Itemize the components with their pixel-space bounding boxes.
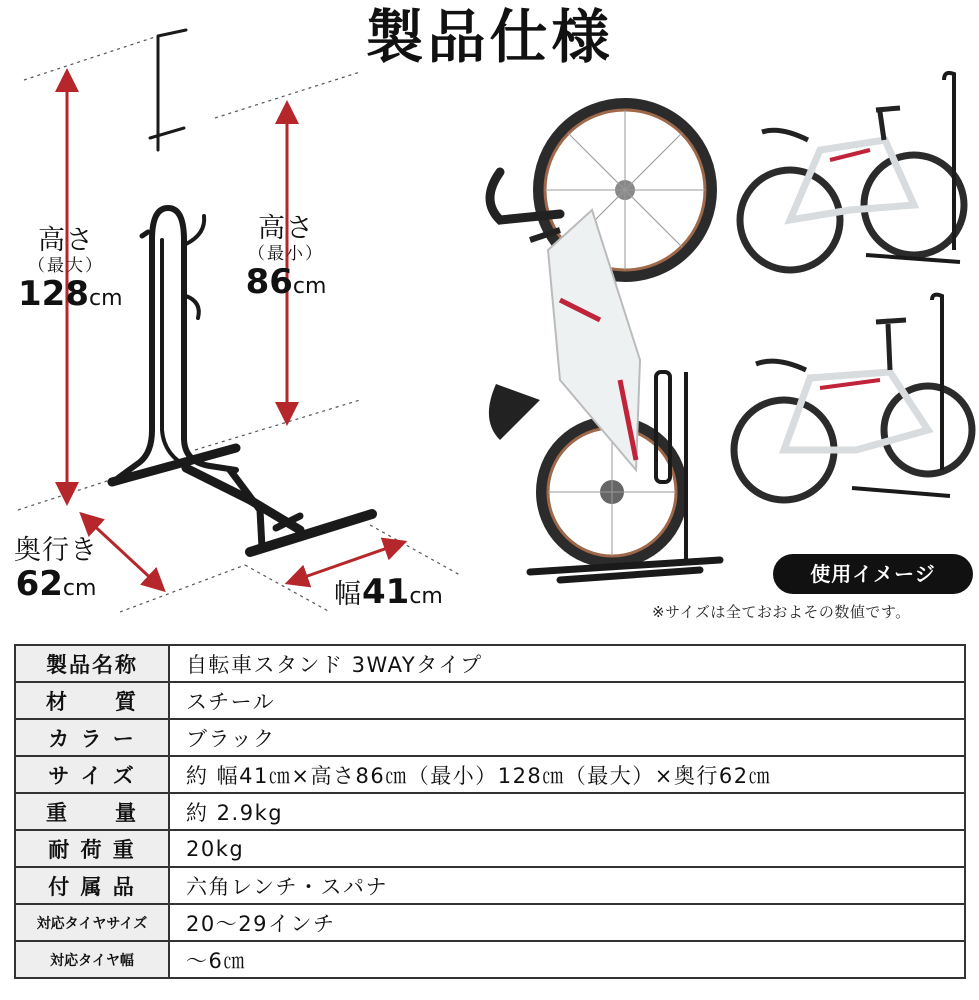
spec-row-product-name [15, 645, 965, 682]
spec-row-color [15, 719, 965, 756]
depth-label [6, 536, 106, 607]
height-min-label [238, 214, 334, 305]
spec-label: サ イ ズ [15, 756, 169, 793]
height-max-text: 高さ [38, 225, 94, 256]
spec-label: 付 属 品 [15, 867, 169, 904]
width-label [334, 574, 454, 615]
spec-label: カ ラ ー [15, 719, 169, 756]
side-bike-photo-1 [740, 73, 964, 270]
height-min-value: 86 [245, 262, 293, 302]
spec-row-size [15, 756, 965, 793]
width-value: 41 [362, 572, 410, 612]
depth-unit: cm [62, 576, 97, 601]
width-unit: cm [409, 584, 443, 609]
height-min-text: 高さ [258, 213, 314, 244]
spec-value: 約 2.9kg [169, 793, 965, 830]
depth-text: 奥行き [14, 535, 98, 566]
height-max-qualifier: （最大） [28, 256, 104, 276]
spec-value: 約 幅41㎝×高さ86㎝（最小）128㎝（最大）×奥行62㎝ [169, 756, 965, 793]
spec-row-load-capacity [15, 830, 965, 867]
spec-label: 対応タイヤ幅 [15, 941, 169, 978]
height-min-unit: cm [292, 274, 327, 299]
spec-value: ブラック [169, 719, 965, 756]
spec-value: スチール [169, 682, 965, 719]
spec-label: 重 量 [15, 793, 169, 830]
height-max-label [18, 225, 123, 317]
vertical-bike-photo [489, 104, 720, 580]
guide-lines [15, 36, 460, 612]
spec-label: 耐 荷 重 [15, 830, 169, 867]
spec-value: 20〜29インチ [169, 904, 965, 941]
side-bike-photo-2 [734, 295, 972, 500]
height-min-qualifier: （最小） [248, 244, 324, 264]
spec-value: 〜6㎝ [169, 941, 965, 978]
spec-table [14, 644, 966, 979]
spec-row-tire-width [15, 941, 965, 978]
dimension-arrows [67, 80, 396, 584]
page-title: 製品仕様 [365, 3, 614, 71]
spec-row-tire-size [15, 904, 965, 941]
height-max-unit: cm [88, 286, 123, 311]
spec-row-weight [15, 793, 965, 830]
width-text: 幅 [334, 579, 362, 610]
spec-label: 材 質 [15, 682, 169, 719]
size-note: ※サイズは全ておおよその数値です。 [652, 603, 911, 621]
depth-value: 62 [15, 564, 63, 604]
spec-row-material [15, 682, 965, 719]
spec-label: 製品名称 [15, 645, 169, 682]
spec-row-accessories [15, 867, 965, 904]
height-max-value: 128 [18, 274, 89, 314]
spec-value: 20kg [169, 830, 965, 867]
usage-image-badge: 使用イメージ [773, 554, 973, 594]
spec-value: 六角レンチ・スパナ [169, 867, 965, 904]
spec-value: 自転車スタンド 3WAYタイプ [169, 645, 965, 682]
spec-label: 対応タイヤサイズ [15, 904, 169, 941]
